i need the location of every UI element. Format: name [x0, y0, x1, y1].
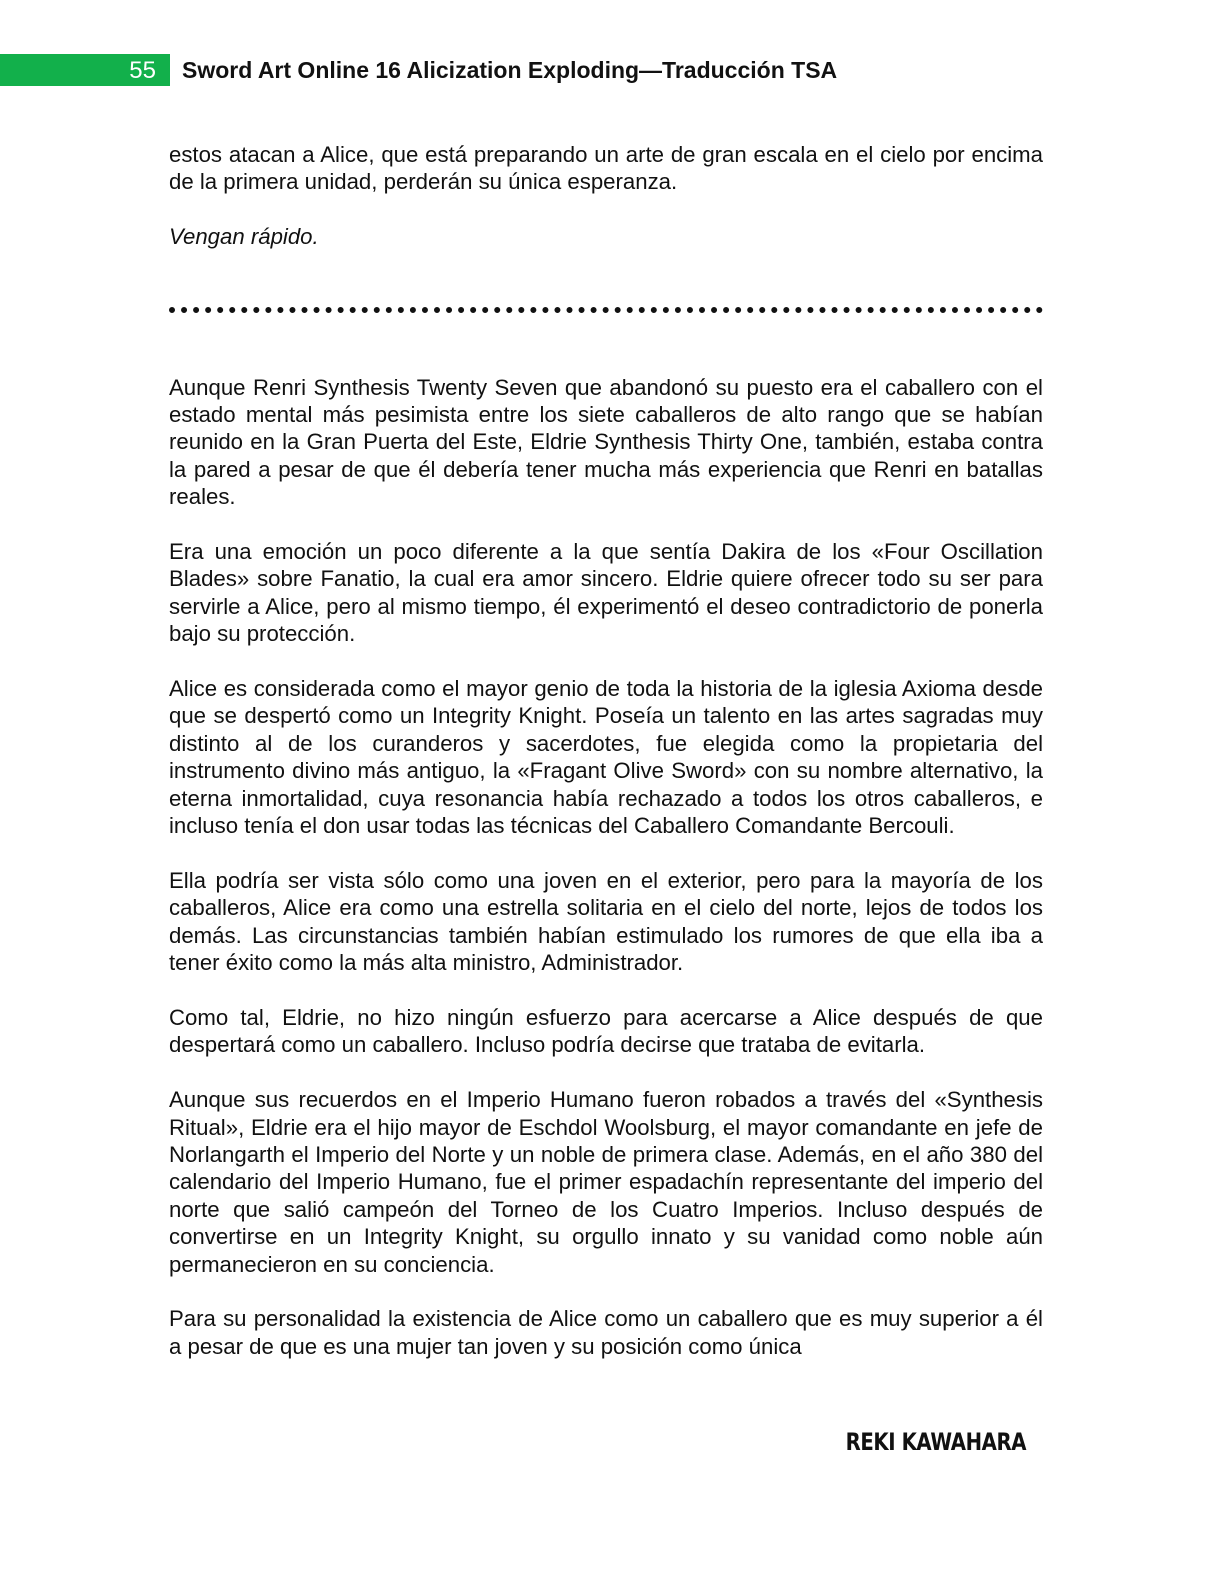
- italic-line: Vengan rápido.: [169, 224, 319, 250]
- paragraph-4: Ella podría ser vista sólo como una joven en el exterior, pero para la mayoría de los caballeros, Alice era como una estrella solitaria en el cielo del norte, lejos de todos los demás. Las circunstancias también habían estimulado los rumores de que ella iba a tener éxito como la más alta ministro, Administrador.: [169, 867, 1043, 976]
- page-number-bar: [0, 54, 170, 86]
- page-number: 55: [129, 57, 156, 84]
- paragraph-2: Era una emoción un poco diferente a la que sentía Dakira de los «Four Oscillation Blades» sobre Fanatio, la cual era amor sincero. Eldrie quiere ofrecer todo su ser para servirle a Alice, pero al mismo tiempo, él experimentó el deseo contradictorio de ponerla bajo su protección.: [169, 539, 1043, 647]
- paragraph-1: Aunque Renri Synthesis Twenty Seven que abandonó su puesto era el caballero con el estado mental más pesimista entre los siete caballeros de alto rango que se habían reunido en la Gran Puerta del Este, Eldrie Synthesis Thirty One, también, estaba contra la pared a pesar de que él debería tener mucha más experiencia que Renri en batallas reales.: [169, 374, 1043, 510]
- intro-paragraph: estos atacan a Alice, que está preparando un arte de gran escala en el cielo por encima de la primera unidad, perderán su única esperanza.: [169, 142, 1043, 195]
- section-separator: [169, 307, 1043, 313]
- page-header: [0, 54, 1224, 86]
- paragraph-5: Como tal, Eldrie, no hizo ningún esfuerzo para acercarse a Alice después de que despertará como un caballero. Incluso podría decirse que trataba de evitarla.: [169, 1004, 1043, 1058]
- paragraph-7: Para su personalidad la existencia de Alice como un caballero que es muy superior a él a pesar de que es una mujer tan joven y su posición como única: [169, 1306, 1043, 1359]
- header-title: Sword Art Online 16 Alicization Exploding—Traducción TSA: [182, 57, 838, 83]
- paragraph-6: Aunque sus recuerdos en el Imperio Humano fueron robados a través del «Synthesis Ritual», Eldrie era el hijo mayor de Eschdol Woolsburg, el mayor comandante en jefe de Norlangarth el Imperio del Norte y un noble de primera clase. Además, en el año 380 del calendario del Imperio Humano, fue el primer espadachín representante del imperio del norte que salió campeón del Torneo de los Cuatro Imperios. Incluso después de convertirse en un Integrity Knight, su orgullo innato y su vanidad como noble aún permanecieron en su conciencia.: [169, 1087, 1043, 1277]
- paragraph-3: Alice es considerada como el mayor genio de toda la historia de la iglesia Axioma desde que se despertó como un Integrity Knight. Poseía un talento en las artes sagradas muy distinto al de los curanderos y sacerdotes, fue elegida como la propietaria del instrumento divino más antiguo, la «Fragant Olive Sword» con su nombre alternativo, la eterna inmortalidad, cuya resonancia había rechazado a todos los otros caballeros, e incluso tenía el don usar todas las técnicas del Caballero Comandante Bercouli.: [169, 676, 1043, 839]
- page-content: [169, 141, 1043, 1360]
- footer-author: REKI KAWAHARA: [845, 1428, 1026, 1456]
